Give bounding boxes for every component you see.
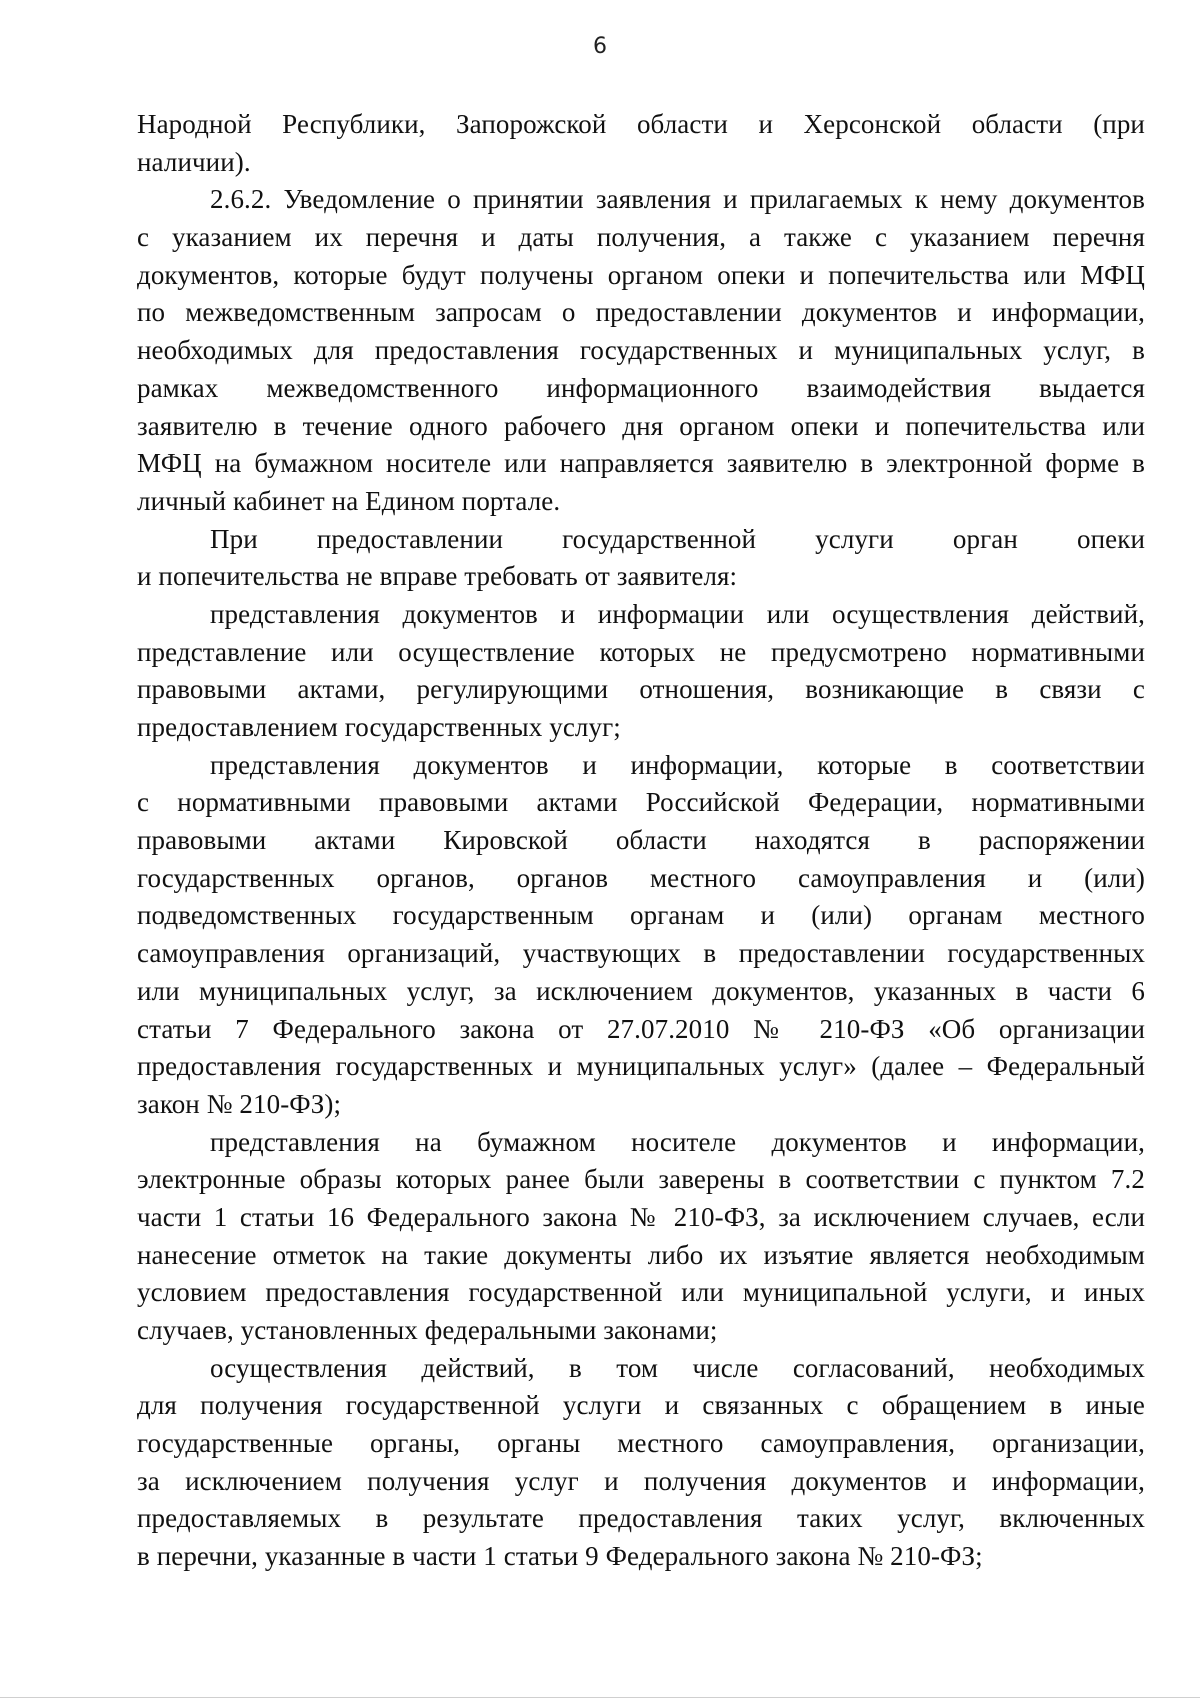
- text-line: государственных органов, органов местного самоуправления и (или): [137, 862, 1145, 893]
- text-line: личный кабинет на Едином портале.: [137, 485, 561, 516]
- text-line: для получения государственной услуги и связанных с обращением в иные: [137, 1390, 1145, 1421]
- text-line: правовыми актами Кировской области находятся в распоряжении: [137, 825, 1145, 856]
- text-line: предоставления государственных и муниципальных услуг» (далее – Федеральный: [137, 1051, 1145, 1082]
- text-line: по межведомственным запросам о предоставлении документов и информации,: [137, 297, 1145, 328]
- text-line: МФЦ на бумажном носителе или направляется заявителю в электронной форме в: [137, 448, 1145, 479]
- text-line: представление или осуществление которых не предусмотрено нормативными: [137, 636, 1145, 667]
- text-line: представления на бумажном носителе документов и информации,: [210, 1126, 1145, 1157]
- text-line: осуществления действий, в том числе согласований, необходимых: [210, 1352, 1145, 1383]
- text-line: предоставлением государственных услуг;: [137, 712, 621, 742]
- text-line: государственные органы, органы местного самоуправления, организации,: [137, 1428, 1145, 1459]
- text-line: необходимых для предоставления государственных и муниципальных услуг, в: [137, 335, 1145, 366]
- text-line: подведомственных государственным органам и (или) органам местного: [137, 900, 1145, 931]
- text-line: за исключением получения услуг и получения документов и информации,: [137, 1465, 1145, 1496]
- text-line: При предоставлении государственной услуги орган опеки: [210, 523, 1145, 554]
- text-line: статьи 7 Федерального закона от 27.07.2010 № 210-ФЗ «Об организации: [137, 1013, 1145, 1044]
- scan-edge-divider: [0, 1697, 1200, 1698]
- text-line: в перечни, указанные в части 1 статьи 9 Федерального закона № 210-ФЗ;: [137, 1541, 983, 1572]
- text-line: электронные образы которых ранее были заверены в соответствии с пунктом 7.2: [137, 1164, 1145, 1195]
- text-line: закон № 210-ФЗ);: [137, 1088, 342, 1119]
- text-line: 2.6.2. Уведомление о принятии заявления и прилагаемых к нему документов: [210, 184, 1145, 215]
- text-line: Народной Республики, Запорожской области и Херсонской области (при: [137, 109, 1145, 139]
- text-line: заявителю в течение одного рабочего дня органом опеки и попечительства или: [137, 410, 1145, 441]
- text-line: и попечительства не вправе требовать от заявителя:: [137, 561, 738, 592]
- text-line: рамках межведомственного информационного взаимодействия выдается: [137, 372, 1145, 403]
- text-line: наличии).: [137, 146, 251, 177]
- text-line: условием предоставления государственной или муниципальной услуги, и иных: [137, 1277, 1145, 1308]
- text-line: с нормативными правовыми актами Российской Федерации, нормативными: [137, 787, 1145, 818]
- text-line: представления документов и информации, которые в соответствии: [210, 749, 1145, 780]
- text-line: предоставляемых в результате предоставления таких услуг, включенных: [137, 1503, 1145, 1534]
- text-line: самоуправления организаций, участвующих в предоставлении государственных: [137, 938, 1145, 969]
- text-line: случаев, установленных федеральными законами;: [137, 1315, 718, 1345]
- text-line: с указанием их перечня и даты получения, а также с указанием перечня: [137, 222, 1145, 253]
- text-line: документов, которые будут получены органом опеки и попечительства или МФЦ: [137, 259, 1145, 290]
- text-line: представления документов и информации или осуществления действий,: [210, 598, 1145, 629]
- text-line: части 1 статьи 16 Федерального закона № 210-ФЗ, за исключением случаев, если: [137, 1201, 1145, 1232]
- document-body: [137, 106, 1145, 1576]
- text-line: нанесение отметок на такие документы либо их изъятие является необходимым: [137, 1239, 1145, 1270]
- text-line: правовыми актами, регулирующими отношения, возникающие в связи с: [137, 674, 1145, 705]
- page-number: 6: [593, 34, 607, 59]
- text-line: или муниципальных услуг, за исключением документов, указанных в части 6: [137, 975, 1145, 1006]
